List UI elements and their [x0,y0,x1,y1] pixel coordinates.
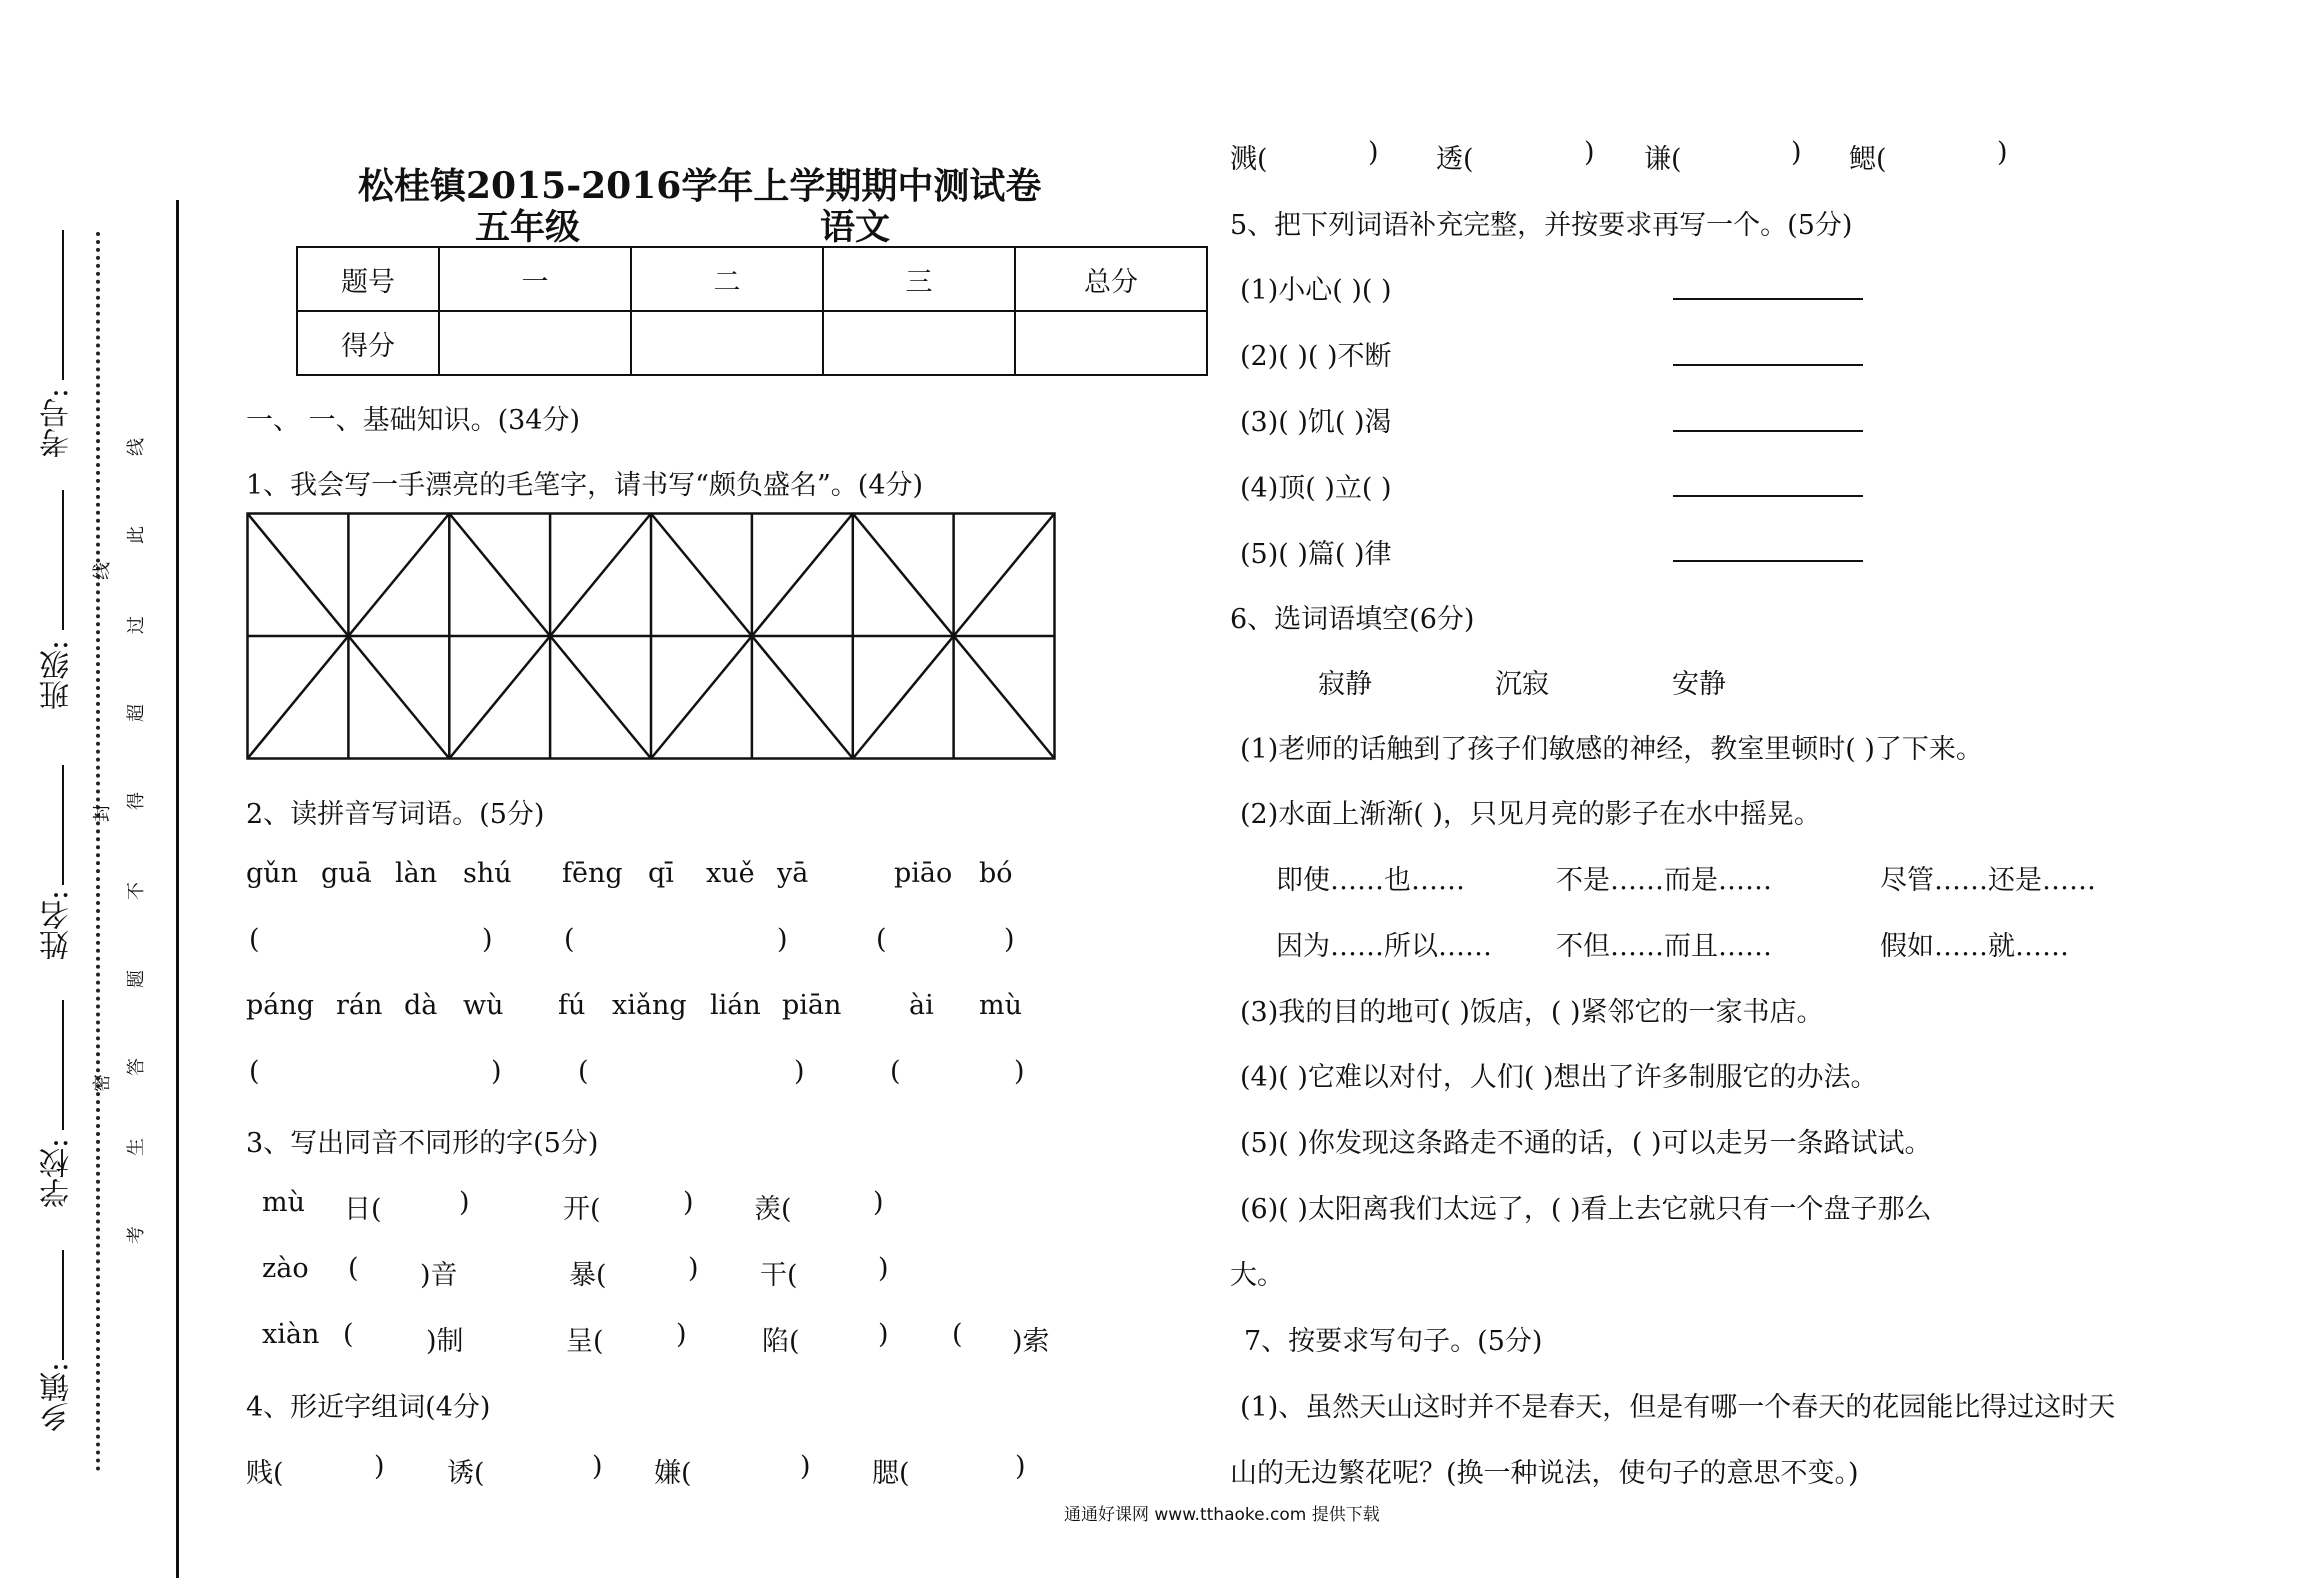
answer-line[interactable] [1673,430,1863,432]
table-row-label: 得分 [297,311,439,375]
q4-item: ) [1368,137,1379,168]
question-3: 3、写出同音不同形的字(5分) [246,1128,599,1159]
q6-sentence: (4)( )它难以对付，人们( )想出了许多制服它的办法。 [1240,1062,1878,1093]
town-underline [62,1250,64,1360]
q3-item: ( [343,1319,354,1350]
answer-paren: ( [564,924,575,955]
q4-item: 腮( [872,1458,910,1489]
pinyin: xuě [706,858,755,889]
conjunction-choice: 因为……所以…… [1276,931,1492,962]
class-label: 班级: [40,640,75,711]
q3-item: mù [262,1187,305,1218]
question-4: 4、形近字组词(4分) [246,1392,491,1423]
q3-item: ) [676,1319,687,1350]
q5-item: (3)( )饥( )渴 [1240,407,1392,438]
pinyin: fú [558,990,586,1021]
word-choice: 寂静 [1318,669,1372,700]
exam-title: 松桂镇2015-2016学年上学期期中测试卷 [358,165,1042,207]
score-table [296,246,1208,376]
q3-item: ) [873,1187,884,1218]
seal-char: 生 [126,1138,147,1156]
q6-sentence: (2)水面上渐渐( )，只见月亮的影子在水中摇晃。 [1240,799,1821,830]
binding-dotted-line [96,232,100,1472]
pinyin: páng [246,990,315,1021]
answer-paren: ) [777,924,788,955]
table-header-cell: 总分 [1015,247,1207,311]
seal-char: 过 [126,616,147,634]
table-header-cell: 题号 [297,247,439,311]
q3-item: 干( [760,1260,798,1291]
answer-paren: ( [249,924,260,955]
answer-paren: ( [890,1056,901,1087]
seal-char: 线 [126,438,147,456]
q3-item: ) [878,1253,889,1284]
word-choice: 沉寂 [1495,669,1549,700]
table-header-cell: 三 [823,247,1015,311]
q4-item: ) [592,1451,603,1482]
answer-line[interactable] [1673,364,1863,366]
question-5: 5、把下列词语补充完整，并按要求再写一个。(5分) [1230,210,1853,241]
pinyin: shú [463,858,512,889]
pinyin: piāo [894,858,953,889]
q3-item: ( [952,1319,963,1350]
town-label: 乡镇: [40,1362,75,1433]
seal-char: 考 [126,1226,147,1244]
q3-item: ) [688,1253,699,1284]
q7-sentence-continued: 山的无边繁花呢？(换一种说法，使句子的意思不变。) [1230,1458,1859,1489]
score-table-header-row [297,247,1207,311]
footer-source: 通通好课网 www.tthaoke.com 提供下载 [1064,1505,1380,1525]
name-underline [62,765,64,885]
question-2: 2、读拼音写词语。(5分) [246,799,545,830]
q6-sentence: (6)( )太阳离我们太远了，( )看上去它就只有一个盘子那么 [1240,1194,1932,1225]
exam-number-label: 考号: [40,388,75,459]
q3-item: )索 [1012,1326,1050,1357]
pinyin: ài [909,990,934,1021]
score-cell[interactable] [631,311,823,375]
q5-item: (1)小心( )( ) [1240,275,1392,306]
word-choice: 安静 [1672,669,1726,700]
pinyin: mù [979,990,1022,1021]
q3-item: xiàn [262,1319,320,1350]
conjunction-choice: 假如……就…… [1880,931,2069,962]
q4-item: 透( [1436,144,1474,175]
answer-line[interactable] [1673,495,1863,497]
pinyin: lián [710,990,761,1021]
answer-paren: ) [1004,924,1015,955]
calligraphy-grid[interactable] [246,512,1062,764]
pinyin: fēng [562,858,623,889]
score-cell[interactable] [439,311,631,375]
answer-line[interactable] [1673,298,1863,300]
q6-sentence-continued: 大。 [1230,1260,1284,1291]
grade-label: 五年级 [475,207,581,248]
conjunction-choice: 尽管……还是…… [1880,865,2096,896]
question-6: 6、选词语填空(6分) [1230,604,1475,635]
q5-item: (5)( )篇( )律 [1240,539,1392,570]
seal-char: 题 [126,970,147,988]
seal-char: 封 [92,804,113,822]
binding-vertical-line [176,200,179,1578]
q3-item: 呈( [566,1326,604,1357]
q6-sentence: (1)老师的话触到了孩子们敏感的神经，教室里顿时( )了下来。 [1240,734,1983,765]
pinyin: xiǎng [612,990,687,1021]
answer-paren: ( [249,1056,260,1087]
q3-item: 陷( [762,1326,800,1357]
q3-item: 暴( [569,1260,607,1291]
seal-char: 超 [126,704,147,722]
answer-paren: ) [482,924,493,955]
table-header-cell: 二 [631,247,823,311]
pinyin: dà [404,990,438,1021]
score-table-row [297,311,1207,375]
q7-sentence: (1)、虽然天山这时并不是春天，但是有哪一个春天的花园能比得过这时天 [1240,1392,2116,1423]
q3-item: )音 [420,1260,458,1291]
question-1: 1、我会写一手漂亮的毛笔字，请书写“颇负盛名”。(4分) [246,470,924,501]
q4-item: 诱( [447,1458,485,1489]
pinyin: qī [648,858,674,889]
q5-item: (4)顶( )立( ) [1240,473,1392,504]
q4-item: 贱( [246,1458,284,1489]
pinyin: guā [321,858,372,889]
answer-paren: ) [491,1056,502,1087]
seal-char: 答 [126,1058,147,1076]
conjunction-choice: 不但……而且…… [1556,931,1772,962]
answer-line[interactable] [1673,560,1863,562]
score-cell[interactable] [1015,311,1207,375]
q4-item: ) [800,1451,811,1482]
seal-char: 得 [126,792,147,810]
q3-item: )制 [426,1326,464,1357]
conjunction-choice: 即使……也…… [1276,865,1465,896]
exam-number-underline [62,230,64,380]
q3-item: ) [459,1187,470,1218]
q5-item: (2)( )( )不断 [1240,341,1392,372]
q3-item: ( [348,1253,359,1284]
q3-item: ) [683,1187,694,1218]
table-header-cell: 一 [439,247,631,311]
pinyin: wù [463,990,504,1021]
q4-item: 嫌( [654,1458,692,1489]
pinyin: yā [777,858,809,889]
class-underline [62,490,64,630]
subject-label: 语文 [820,207,891,248]
q4-item: ) [1015,1451,1026,1482]
pinyin: gǔn [246,858,299,889]
answer-paren: ( [578,1056,589,1087]
seal-char: 此 [126,526,147,544]
section-1-heading: 一、 一、基础知识。(34分) [246,405,581,436]
q4-item: ) [374,1451,385,1482]
q6-sentence: (5)( )你发现这条路走不通的话，( )可以走另一条路试试。 [1240,1128,1932,1159]
pinyin: làn [395,858,438,889]
q3-item: 开( [563,1194,601,1225]
pinyin: rán [336,990,383,1021]
seal-char: 线 [92,562,113,580]
seal-char: 密 [92,1074,113,1092]
pinyin: piān [782,990,842,1021]
answer-paren: ( [876,924,887,955]
score-cell[interactable] [823,311,1015,375]
school-underline [62,1000,64,1130]
q4-item: 鳃( [1849,144,1887,175]
q3-item: zào [262,1253,309,1284]
school-label: 学校: [40,1138,75,1209]
q3-item: ) [878,1319,889,1350]
q3-item: 日( [344,1194,382,1225]
q4-item: ) [1997,137,2008,168]
q6-sentence: (3)我的目的地可( )饭店，( )紧邻它的一家书店。 [1240,997,1824,1028]
q4-item: ) [1584,137,1595,168]
name-label: 姓名: [40,890,75,961]
pinyin: bó [979,858,1013,889]
answer-paren: ) [1014,1056,1025,1087]
seal-char: 不 [126,882,147,900]
question-7: 7、按要求写句子。(5分) [1244,1326,1543,1357]
q4-item: 溅( [1230,144,1268,175]
q4-item: 谦( [1644,144,1682,175]
q4-item: ) [1791,137,1802,168]
answer-paren: ) [794,1056,805,1087]
conjunction-choice: 不是……而是…… [1556,865,1772,896]
q3-item: 羡( [754,1194,792,1225]
